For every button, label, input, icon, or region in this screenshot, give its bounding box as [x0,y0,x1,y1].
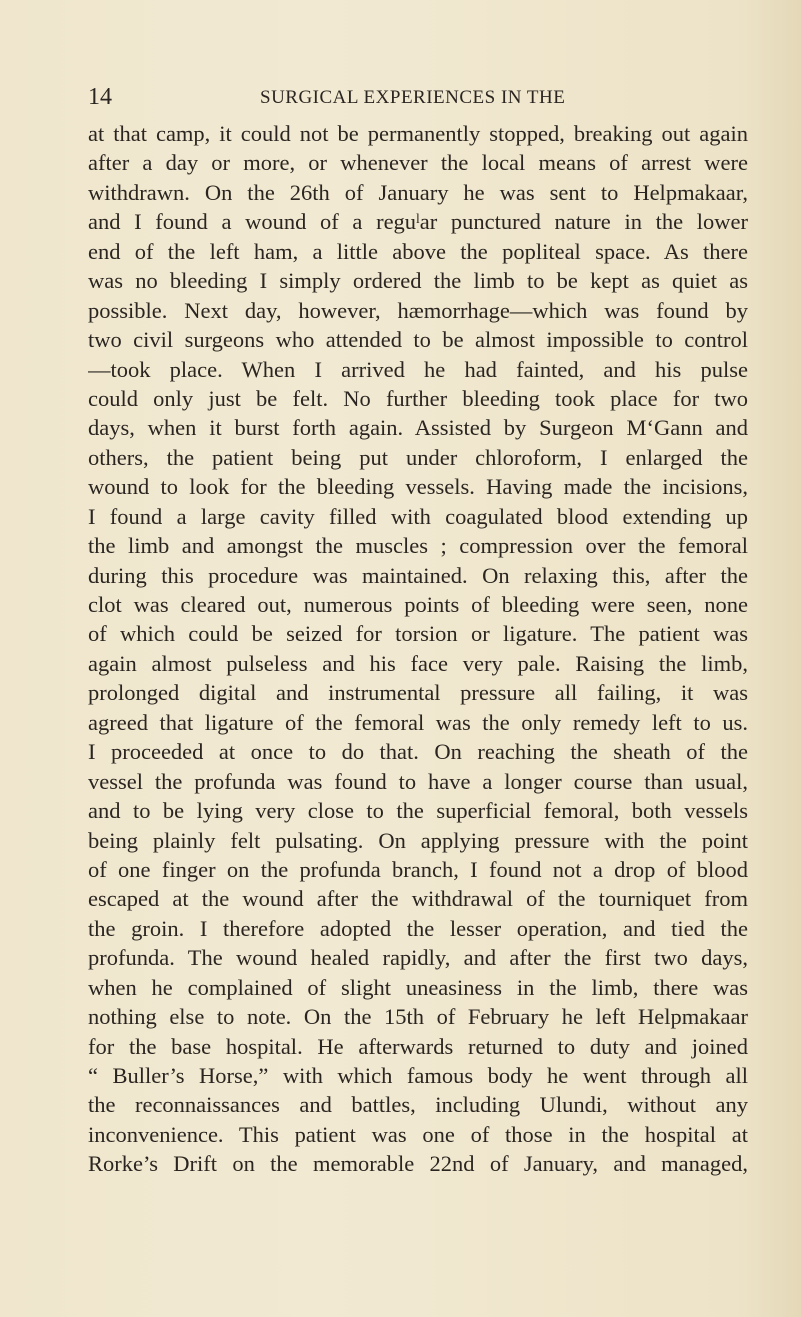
text-line: again almost pulseless and his face very pale. Raising the limb, [88,650,748,676]
text-line: vessel the profunda was found to have a longer course than usual, [88,768,748,794]
text-line: possible. Next day, however, hæmorrhage—which was found by [88,297,748,323]
text-line: “ Buller’s Horse,” with which famous body he went through all [88,1063,748,1088]
text-line: and I found a wound of a reguˡar punctured nature in the lower [88,209,748,235]
text-line: escaped at the wound after the withdrawal of the tourniquet from [88,886,748,912]
text-line: end of the left ham, a little above the popliteal space. As there [88,238,748,264]
text-line: could only just be felt. No further bleeding took place for two [88,385,748,411]
text-line: nothing else to note. On the 15th of February he left Helpmakaar [88,1004,748,1030]
text-line: of one finger on the profunda branch, I found not a drop of blood [88,856,748,882]
text-line: profunda. The wound healed rapidly, and after the first two days, [88,945,748,971]
text-line: prolonged digital and instrumental pressure all failing, it was [88,680,748,706]
text-line: the reconnaissances and battles, including Ulundi, without any [88,1092,748,1118]
text-line: inconvenience. This patient was one of those in the hospital at [88,1121,748,1147]
text-line: during this procedure was maintained. On relaxing this, after the [88,562,748,588]
text-line: the groin. I therefore adopted the lesser operation, and tied the [88,915,748,941]
text-line: I found a large cavity filled with coagulated blood extending up [88,503,748,529]
text-line: agreed that ligature of the femoral was the only remedy left to us. [88,709,748,735]
text-line: Rorke’s Drift on the memorable 22nd of January, and managed, [88,1151,748,1177]
page-number: 14 [88,84,112,110]
text-line: two civil surgeons who attended to be almost impossible to control [88,327,748,353]
text-line: at that camp, it could not be permanently stopped, breaking out again [88,121,748,146]
text-line: —took place. When I arrived he had fainted, and his pulse [88,356,748,382]
text-line: for the base hospital. He afterwards returned to duty and joined [88,1033,748,1059]
text-line: I proceeded at once to do that. On reaching the sheath of the [88,739,748,765]
text-line: others, the patient being put under chloroform, I enlarged the [88,444,748,470]
text-line: the limb and amongst the muscles ; compression over the femoral [88,533,748,559]
text-line: days, when it burst forth again. Assisted by Surgeon M‘Gann and [88,415,748,441]
text-line: withdrawn. On the 26th of January he was sent to Helpmakaar, [88,179,748,205]
body-text [88,119,748,1179]
text-line: and to be lying very close to the superficial femoral, both vessels [88,798,748,824]
text-line: being plainly felt pulsating. On applying pressure with the point [88,827,748,853]
text-line: when he complained of slight uneasiness in the limb, there was [88,974,748,1000]
text-line: of which could be seized for torsion or ligature. The patient was [88,621,748,647]
text-line: after a day or more, or whenever the local means of arrest were [88,150,748,176]
text-line: wound to look for the bleeding vessels. Having made the incisions, [88,474,748,500]
text-line: was no bleeding I simply ordered the limb to be kept as quiet as [88,268,748,294]
text-line: clot was cleared out, numerous points of bleeding were seen, none [88,592,748,617]
running-head [88,84,748,114]
running-title: SURGICAL EXPERIENCES IN THE [260,87,566,108]
